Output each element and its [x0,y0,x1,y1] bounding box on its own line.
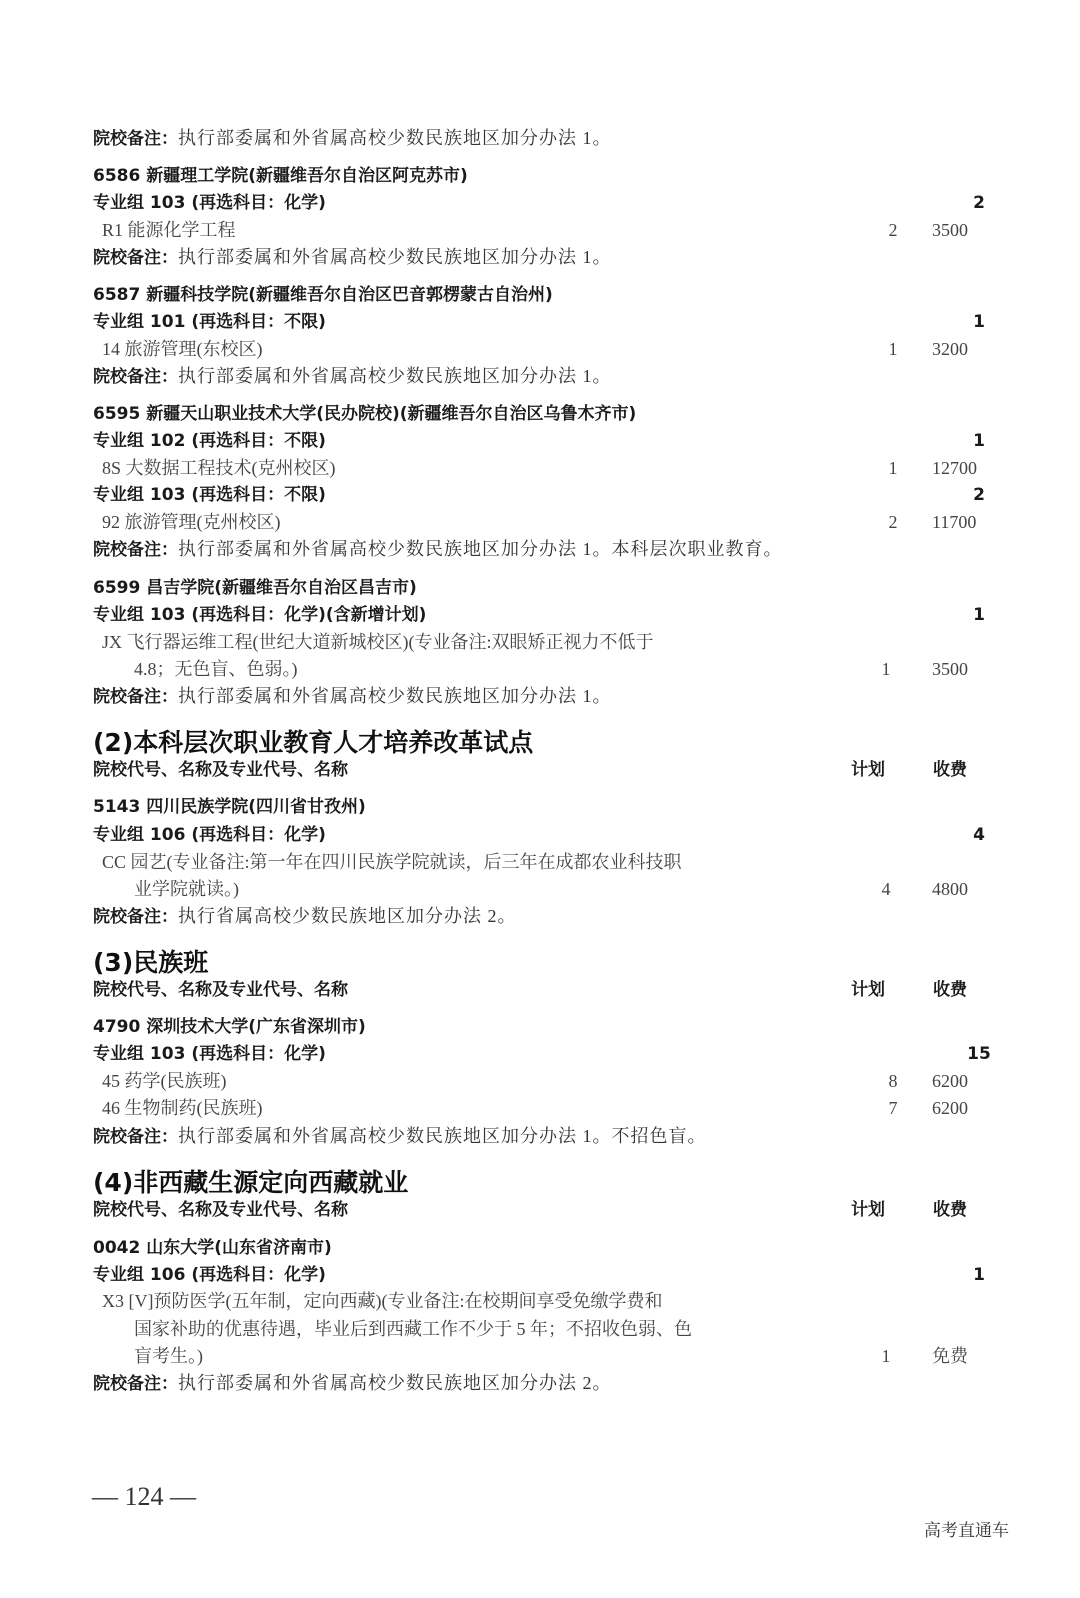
group-label: 专业组 106 (再选科目：化学) [93,825,326,845]
school-note [93,1370,612,1397]
major-item-continued [134,876,1004,903]
header-name: 院校代号、名称及专业代号、名称 [93,760,348,780]
section-heading: (4)非西藏生源定向西藏就业 [93,1168,409,1197]
header-fee: 收费 [933,1200,967,1220]
major-fee: 6200 [932,1098,968,1118]
school-note [93,903,517,930]
note-text: 执行部委属和外省属高校少数民族地区加分办法 1。 [178,128,612,148]
group-label: 专业组 103 (再选科目：化学) [93,1044,326,1064]
table-header [93,757,993,784]
note-text: 执行部委属和外省属高校少数民族地区加分办法 1。 [178,247,612,267]
header-plan: 计划 [851,1200,885,1220]
major-name: 92 旅游管理(克州校区) [102,512,281,532]
major-plan: 4 [881,879,891,899]
section-heading: (3)民族班 [93,948,209,977]
major-name: 8S 大数据工程技术(克州校区) [102,458,336,478]
major-item [102,336,1002,363]
header-name: 院校代号、名称及专业代号、名称 [93,980,348,1000]
header-plan: 计划 [851,760,885,780]
note-text: 执行部委属和外省属高校少数民族地区加分办法 1。 [178,686,612,706]
major-name: 业学院就读。) [134,879,239,899]
group-label: 专业组 103 (再选科目：不限) [93,485,326,505]
major-item-continued [134,1343,1004,1370]
note-label: 院校备注： [93,687,178,707]
note-label: 院校备注： [93,907,178,927]
major-group [93,822,985,849]
table-header [93,977,993,1004]
note-text: 执行部委属和外省属高校少数民族地区加分办法 1。 [178,366,612,386]
major-group [93,602,985,629]
group-label: 专业组 103 (再选科目：化学)(含新增计划) [93,605,427,625]
major-fee: 4800 [932,879,968,899]
note-text: 执行部委属和外省属高校少数民族地区加分办法 1。本科层次职业教育。 [178,539,783,559]
note-label: 院校备注： [93,248,178,268]
major-group [93,482,985,509]
school-title: 6595 新疆天山职业技术大学(民办院校)(新疆维吾尔自治区乌鲁木齐市) [93,404,637,424]
major-fee: 12700 [932,458,977,478]
major-group [93,190,985,217]
school-title: 6599 昌吉学院(新疆维吾尔自治区昌吉市) [93,578,417,598]
note-label: 院校备注： [93,1127,178,1147]
group-plan: 2 [973,193,985,213]
school-note [93,125,612,152]
section-heading: (2)本科层次职业教育人才培养改革试点 [93,728,534,757]
note-text: 执行部委属和外省属高校少数民族地区加分办法 2。 [178,1373,612,1393]
major-fee: 3200 [932,339,968,359]
group-plan: 1 [973,1265,985,1285]
major-name: 盲考生。) [134,1346,203,1366]
major-name: R1 能源化学工程 [102,220,236,240]
major-name: 45 药学(民族班) [102,1071,227,1091]
major-item-continued: 国家补助的优惠待遇，毕业后到西藏工作不少于 5 年；不招收色弱、色 [134,1319,692,1339]
major-group [93,309,985,336]
major-fee: 3500 [932,659,968,679]
table-header [93,1197,993,1224]
major-item [102,509,1002,536]
group-plan: 1 [973,431,985,451]
major-plan: 1 [888,458,898,478]
school-title: 6586 新疆理工学院(新疆维吾尔自治区阿克苏市) [93,166,468,186]
major-item [102,455,1002,482]
major-name: 46 生物制药(民族班) [102,1098,263,1118]
major-item-continued [134,656,1004,683]
major-item: X3 [V]预防医学(五年制，定向西藏)(专业备注:在校期间享受免缴学费和 [102,1291,663,1311]
major-fee: 6200 [932,1071,968,1091]
header-fee: 收费 [933,760,967,780]
school-title: 4790 深圳技术大学(广东省深圳市) [93,1017,366,1037]
page-number: — 124 — [92,1482,196,1511]
school-title: 6587 新疆科技学院(新疆维吾尔自治区巴音郭楞蒙古自治州) [93,285,553,305]
group-plan: 15 [967,1044,991,1064]
note-text: 执行省属高校少数民族地区加分办法 2。 [178,906,517,926]
school-title: 5143 四川民族学院(四川省甘孜州) [93,797,366,817]
group-label: 专业组 106 (再选科目：化学) [93,1265,326,1285]
major-group [93,1262,985,1289]
major-plan: 2 [888,220,898,240]
watermark: 高考直通车 [924,1521,1009,1541]
note-label: 院校备注： [93,540,178,560]
major-plan: 1 [881,659,891,679]
major-item [102,1095,1002,1122]
group-label: 专业组 103 (再选科目：化学) [93,193,326,213]
school-note [93,536,783,563]
major-name: 4.8；无色盲、色弱。) [134,659,298,679]
major-plan: 7 [888,1098,898,1118]
school-note [93,683,612,710]
major-fee: 3500 [932,220,968,240]
major-item: CC 园艺(专业备注:第一年在四川民族学院就读，后三年在成都农业科技职 [102,852,682,872]
major-group [93,1041,991,1068]
major-plan: 8 [888,1071,898,1091]
major-fee: 免费 [932,1346,968,1366]
major-name: 14 旅游管理(东校区) [102,339,263,359]
school-note [93,244,612,271]
note-label: 院校备注： [93,129,178,149]
group-plan: 2 [973,485,985,505]
major-item [102,217,1002,244]
group-plan: 4 [973,825,985,845]
school-title: 0042 山东大学(山东省济南市) [93,1238,332,1258]
header-name: 院校代号、名称及专业代号、名称 [93,1200,348,1220]
major-plan: 1 [881,1346,891,1366]
school-note [93,1123,707,1150]
group-plan: 1 [973,312,985,332]
major-plan: 2 [888,512,898,532]
header-plan: 计划 [851,980,885,1000]
major-item: JX 飞行器运维工程(世纪大道新城校区)(专业备注:双眼矫正视力不低于 [102,632,654,652]
school-note [93,363,612,390]
major-item [102,1068,1002,1095]
group-plan: 1 [973,605,985,625]
major-plan: 1 [888,339,898,359]
major-fee: 11700 [932,512,977,532]
note-text: 执行部委属和外省属高校少数民族地区加分办法 1。不招色盲。 [178,1126,707,1146]
header-fee: 收费 [933,980,967,1000]
note-label: 院校备注： [93,367,178,387]
group-label: 专业组 101 (再选科目：不限) [93,312,326,332]
group-label: 专业组 102 (再选科目：不限) [93,431,326,451]
note-label: 院校备注： [93,1374,178,1394]
major-group [93,428,985,455]
